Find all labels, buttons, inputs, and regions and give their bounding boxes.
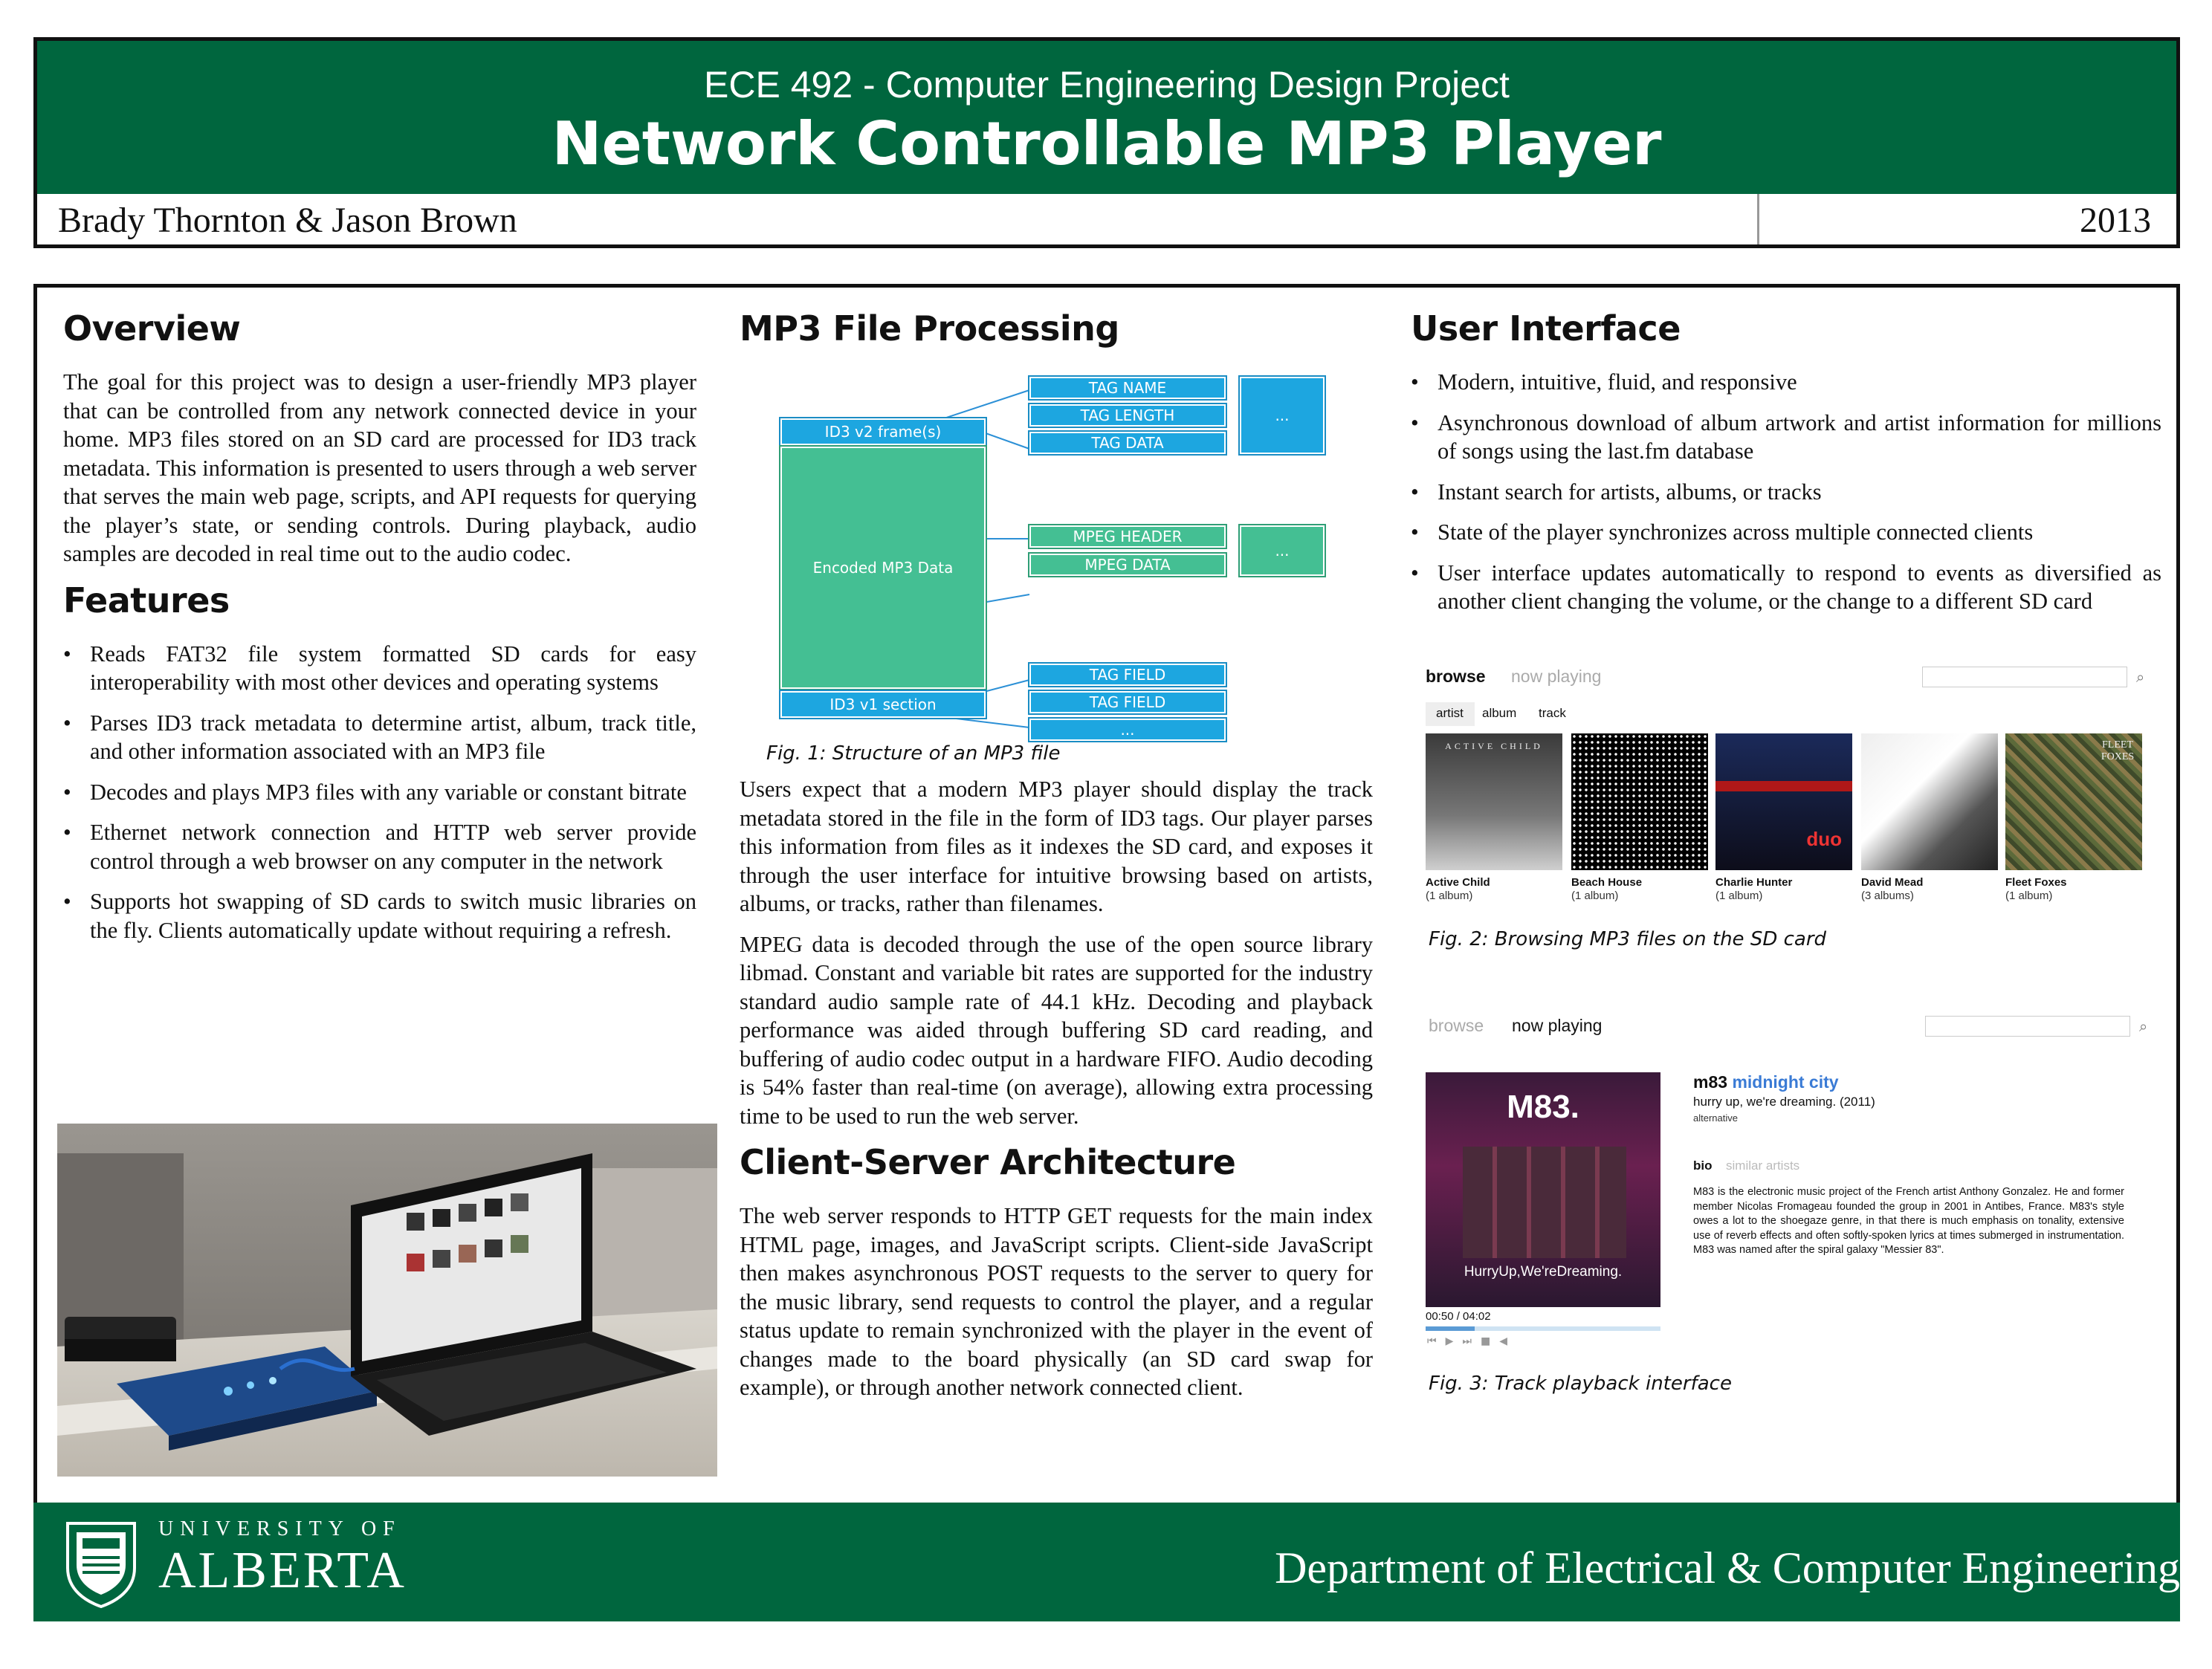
university-name: ALBERTA — [158, 1542, 407, 1599]
ui-feature-list — [1411, 368, 2161, 616]
arch-heading: Client-Server Architecture — [740, 1142, 1236, 1182]
column-middle — [740, 308, 1373, 1414]
album-info[interactable]: hurry up, we're dreaming. (2011) — [1693, 1095, 1875, 1109]
department-name: Department of Electrical & Computer Engineering — [1275, 1543, 2180, 1592]
list-item: • Decodes and plays MP3 files with any variable or constant bitrate — [63, 778, 696, 807]
poster-header — [33, 37, 2180, 248]
progress-fill — [1426, 1326, 1475, 1331]
features-heading: Features — [63, 580, 230, 620]
fig2-caption: Fig. 2: Browsing MP3 files on the SD card — [1429, 928, 1827, 950]
now-playing-screenshot — [1426, 1016, 2199, 1347]
mp3-text — [740, 775, 1373, 1130]
mp3-heading: MP3 File Processing — [740, 308, 1119, 349]
v1-ellipsis-box: ... — [1029, 719, 1226, 741]
poster-body — [33, 284, 2180, 1621]
search-icon[interactable]: ⌕ — [2136, 668, 2145, 686]
subtab-track[interactable]: track — [1539, 706, 1566, 720]
tab-browse[interactable]: browse — [1426, 667, 1486, 686]
search-input[interactable] — [1922, 667, 2127, 687]
column-right — [1411, 308, 2161, 628]
album-count: (1 album) — [1571, 889, 1619, 902]
list-item: • Asynchronous download of album artwork and artist information for millions of songs using the last.fm database — [1411, 409, 2161, 466]
album-cover-fleet-foxes[interactable] — [2005, 733, 2142, 870]
tag-ellipsis-box: ... — [1240, 377, 1325, 454]
tag-length-box: TAG LENGTH — [1029, 404, 1226, 427]
tab-browse[interactable]: browse — [1429, 1016, 1484, 1035]
album-name[interactable]: Fleet Foxes — [2005, 876, 2067, 889]
overview-text — [63, 368, 696, 568]
tag-field-box-2: TAG FIELD — [1029, 691, 1226, 713]
mp3-paragraph-2: MPEG data is decoded through the use of the open source library libmad. Constant and variable bit rates are supported for the industry standard audio sample rate of 44.1 kHz. Decoding and playback performance was aided through buffering SD card reading, and buffering of audio codec output in a hardware FIFO. Audio decoding is 54% faster than real-time (on average), allowing extra processing time to be used to run the web server. — [740, 931, 1373, 1129]
cover-text: duo — [1806, 828, 1842, 850]
album-cover-beach-house[interactable] — [1571, 733, 1708, 870]
list-item: • User interface updates automatically to respond to events as diversified as another client changing the volume, or the change to a different SD card — [1411, 559, 2161, 616]
cover-band: M83. — [1507, 1089, 1579, 1125]
encoded-data-box: Encoded MP3 Data — [780, 447, 986, 689]
artist-bio: M83 is the electronic music project of the French artist Anthony Gonzalez. He and former member Nicolas Fromageau founded the group in 2001 in Antibes, France. M83's style owes a lot to the shoegaze genre, in that there is much emphasis on tonality, extensive use of reverb effects and often softly-spoken lyrics at times submerged in instrumentation. M83 was named after the spiral galaxy "Messier 83". — [1693, 1186, 2124, 1256]
play-icon[interactable]: ▶ — [1445, 1335, 1463, 1347]
genre: alternative — [1693, 1112, 1738, 1124]
cover-title: HurryUp,We'reDreaming. — [1464, 1264, 1623, 1280]
tag-field-box-1: TAG FIELD — [1029, 664, 1226, 686]
fig1-caption: Fig. 1: Structure of an MP3 file — [766, 742, 1061, 765]
search-input[interactable] — [1925, 1016, 2130, 1037]
device-photo — [57, 1124, 717, 1477]
playback-controls — [1427, 1335, 1516, 1347]
fig3-caption: Fig. 3: Track playback interface — [1429, 1373, 1732, 1395]
mpeg-data-box: MPEG DATA — [1029, 554, 1226, 576]
tab-bio[interactable]: bio — [1693, 1158, 1713, 1173]
university-label: UNIVERSITY OF — [158, 1517, 401, 1540]
ui-heading: User Interface — [1411, 308, 1681, 349]
album-name[interactable]: Beach House — [1571, 876, 1643, 889]
tag-name-box: TAG NAME — [1029, 377, 1226, 399]
track-name: midnight city — [1732, 1072, 1839, 1092]
tag-data-box: TAG DATA — [1029, 432, 1226, 454]
header-band — [37, 41, 2176, 194]
list-item: • Supports hot swapping of SD cards to switch music libraries on the fly. Clients automatically update without requiring a refresh. — [63, 887, 696, 944]
volume-icon[interactable]: ◀ — [1499, 1335, 1517, 1347]
album-count: (1 album) — [1715, 889, 1763, 902]
mp3-paragraph-1: Users expect that a modern MP3 player should display the track metadata stored in the file in the form of ID3 tags. Our player parses this information from files as it indexes the SD card, and exposes it through the user interface for intuitive browsing based on artists, albums, or tracks, rather than filenames. — [740, 777, 1373, 916]
course-title: ECE 492 - Computer Engineering Design Project — [704, 64, 1510, 106]
overview-paragraph: The goal for this project was to design a user-friendly MP3 player that can be controlled from any network connected device in your home. MP3 files stored on an SD card are processed for ID3 track metadata. This information is presented to users through a web server that serves the main web page, scripts, and API requests for querying the player’s state, or sending controls. During playback, audio samples are decoded in real time out to the audio codec. — [63, 369, 696, 566]
list-item: • Parses ID3 track metadata to determine artist, album, track title, and other information associated with an MP3 file — [63, 709, 696, 766]
authors: Brady Thornton & Jason Brown — [58, 201, 517, 240]
tab-now-playing[interactable]: now playing — [1511, 667, 1602, 686]
progress-bar[interactable] — [1426, 1326, 1660, 1331]
features-list — [63, 640, 696, 945]
list-item: • Modern, intuitive, fluid, and responsive — [1411, 368, 2161, 397]
now-playing-cover — [1426, 1072, 1660, 1307]
year-box — [1757, 194, 2176, 244]
arch-paragraph: The web server responds to HTTP GET requests for the main index HTML page, images, and JavaScript scripts. Client-side JavaScript then makes asynchronous POST requests to the server to query for the music library, send requests to control the player, and a regular status update to remain synchronized with the player in the event of changes made to the board physically (an SD card swap for example), or through another network connected client. — [740, 1203, 1373, 1400]
list-item: • Instant search for artists, albums, or tracks — [1411, 478, 2161, 507]
list-item: • Reads FAT32 file system formatted SD cards for easy interoperability with most other devices and operating systems — [63, 640, 696, 697]
album-cover-charlie-hunter[interactable] — [1715, 733, 1852, 870]
browse-screenshot — [1426, 667, 2199, 912]
list-item: • Ethernet network connection and HTTP web server provide control through a web browser on any computer in the network — [63, 818, 696, 875]
list-item: • State of the player synchronizes across multiple connected clients — [1411, 518, 2161, 547]
overview-heading: Overview — [63, 308, 241, 349]
album-count: (1 album) — [2005, 889, 2053, 902]
mpeg-ellipsis-box: ... — [1240, 525, 1325, 576]
id3v1-section-box: ID3 v1 section — [780, 691, 986, 718]
id3v2-frame-box: ID3 v2 frame(s) — [780, 418, 986, 445]
tab-similar-artists[interactable]: similar artists — [1726, 1158, 1800, 1173]
album-name[interactable]: Charlie Hunter — [1715, 876, 1793, 889]
column-left — [63, 308, 696, 956]
playback-time: 00:50 / 04:02 — [1426, 1310, 1491, 1323]
album-name[interactable]: David Mead — [1861, 876, 1924, 889]
mp3-structure-diagram — [740, 368, 1373, 769]
album-name[interactable]: Active Child — [1426, 876, 1490, 889]
album-cover-david-mead[interactable] — [1861, 733, 1998, 870]
next-icon[interactable]: ⏭ — [1462, 1335, 1481, 1347]
tab-now-playing[interactable]: now playing — [1512, 1016, 1603, 1035]
previous-icon[interactable]: ⏮ — [1427, 1335, 1446, 1347]
mpeg-header-box: MPEG HEADER — [1029, 525, 1226, 548]
album-count: (1 album) — [1426, 889, 1473, 902]
cover-text: ACTIVE CHILD — [1445, 741, 1543, 751]
subtab-album[interactable]: album — [1482, 706, 1517, 720]
track-heading — [1693, 1072, 1839, 1092]
university-crest-icon — [60, 1516, 142, 1608]
poster-footer — [33, 1503, 2180, 1621]
year: 2013 — [2080, 201, 2151, 240]
poster-title: Network Controllable MP3 Player — [552, 109, 1662, 178]
stop-icon[interactable]: ■ — [1481, 1335, 1500, 1347]
cover-text: FLEET FOXES — [2101, 739, 2135, 762]
album-cover-active-child[interactable] — [1426, 733, 1562, 870]
album-count: (3 albums) — [1861, 889, 1914, 902]
artist-name[interactable]: m83 — [1693, 1072, 1728, 1092]
subtab-artist[interactable]: artist — [1436, 706, 1464, 720]
arch-text — [740, 1202, 1373, 1402]
search-icon[interactable]: ⌕ — [2139, 1017, 2148, 1035]
device-photo-svg — [57, 1124, 717, 1477]
